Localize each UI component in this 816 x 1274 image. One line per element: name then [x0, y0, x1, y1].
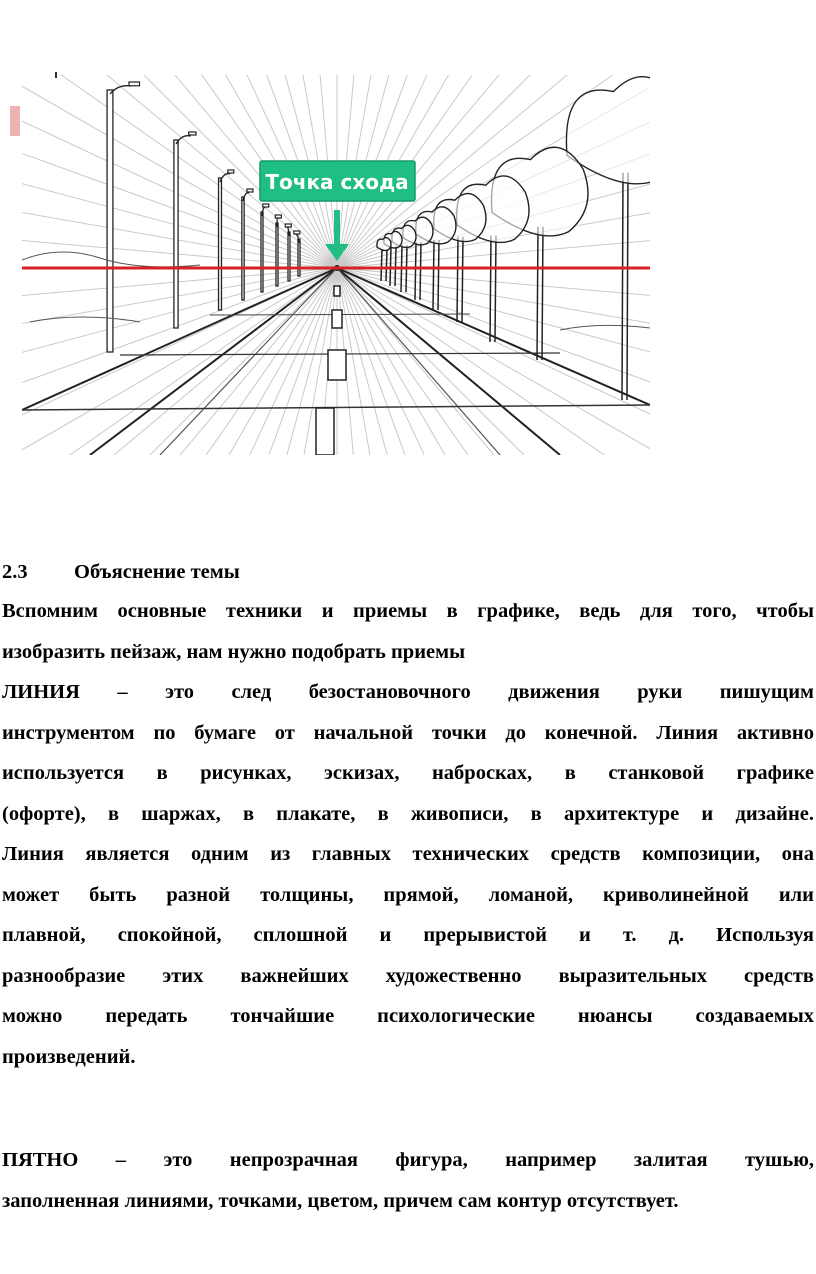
streetlamp-icon [298, 239, 300, 276]
streetlamp-icon [174, 140, 178, 328]
text-line: можно передать тончайшие психологические нюансы создаваемых [2, 1005, 814, 1027]
tree-icon [377, 238, 391, 251]
streetlamp-head [129, 82, 140, 86]
text-line: (офорте), в шаржах, в плакате, в живописи, в архитектуре и дизайне. [2, 802, 814, 825]
text-line: используется в рисунках, эскизах, набросках, в станковой графике [2, 762, 814, 784]
text-line: разнообразие этих важнейших художественно выразительных средств [2, 964, 814, 987]
perspective-grid [0, 60, 660, 460]
road-dash [316, 408, 334, 455]
perspective-ray [0, 268, 337, 460]
tree-trunk [457, 237, 463, 322]
streetlamp-head [275, 215, 281, 218]
text-line: инструментом по бумаге от начальной точки до конечной. Линия активно [2, 721, 814, 744]
streetlamp-icon [107, 90, 113, 352]
tree-trunk [537, 227, 543, 360]
streetlamp-head [189, 132, 196, 135]
streetlamp-head [294, 231, 300, 234]
streetlamp-icon [219, 178, 222, 310]
road-dash [332, 310, 342, 328]
text-line: Линия является одним из главных технических средств композиции, она [2, 843, 814, 865]
corner-mark [10, 106, 20, 136]
streetlamp-icon [288, 232, 290, 281]
tree-trunk [622, 173, 628, 400]
section-heading [2, 556, 240, 588]
line-paragraph [2, 672, 814, 1077]
perspective-ray [337, 268, 544, 460]
streetlamp-icon [276, 223, 278, 286]
perspective-ray [130, 268, 337, 460]
tree-trunk [390, 246, 396, 286]
streetlamp-head [263, 204, 269, 207]
text-line: изобразить пейзаж, нам нужно подобрать приемы [2, 640, 466, 663]
spot-paragraph [2, 1140, 814, 1221]
perspective-illustration [0, 60, 660, 460]
road-dash [334, 286, 340, 296]
road-edge-left [22, 268, 337, 410]
text-line: ЛИНИЯ – это след безостановочного движения руки пишущим [2, 681, 814, 703]
road-line [337, 268, 500, 455]
ground-line [30, 317, 140, 322]
streetlamp-head [285, 224, 291, 227]
streetlamp-head [228, 170, 234, 173]
text-line: Вспомним основные техники и приемы в графике, ведь для того, чтобы [2, 600, 814, 622]
streetlamp-icon [261, 212, 263, 292]
road-edge-right [337, 268, 650, 405]
text-line: ПЯТНО – это непрозрачная фигура, например залитая тушью, [2, 1149, 814, 1171]
intro-paragraph [2, 591, 814, 672]
cross-line [22, 405, 650, 410]
text-line: заполненная линиями, точками, цветом, причем сам контур отсутствует. [2, 1189, 679, 1212]
section-title: Объяснение темы [74, 561, 240, 583]
tick-mark [55, 72, 57, 78]
text-line: может быть разной толщины, прямой, ломаной, криволинейной или [2, 883, 814, 906]
text-line: плавной, спокойной, сплошной и прерывистой и т. д. Используя [2, 924, 814, 946]
text-line: произведений. [2, 1045, 136, 1068]
road-dash [328, 350, 346, 380]
section-number: 2.3 [2, 561, 28, 583]
streetlamp-head [247, 189, 253, 192]
road-line [160, 268, 337, 455]
road-lane-left [90, 268, 337, 455]
tree-trunk [490, 236, 496, 342]
ground-line [560, 325, 650, 330]
callout-label: Точка схода [265, 170, 409, 194]
perspective-ray [337, 268, 476, 460]
tree-trunk [415, 242, 421, 300]
streetlamp-icon [242, 197, 244, 300]
